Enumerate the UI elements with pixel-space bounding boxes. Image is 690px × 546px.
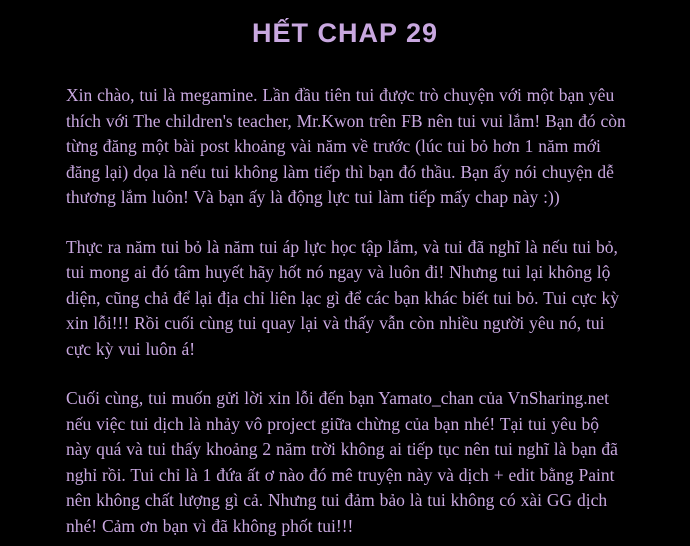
page-title: HẾT CHAP 29 [251, 18, 439, 48]
paragraph-intro: Xin chào, tui là megamine. Lần đầu tiên tui được trò chuyện với một bạn yêu thích với The children's teacher, Mr.Kwon trên FB nên tui vui lắm! Bạn đó còn từng đăng một bài post khoảng vài năm về trước (lúc tui bỏ hơn 1 năm mới đăng lại) dọa là nếu tui không làm tiếp thì bạn đó thầu. Bạn ấy nói chuyện dễ thương lắm luôn! Và bạn ấy là động lực tui làm tiếp mấy chap này :)) [66, 85, 626, 207]
paragraph-explanation: Thực ra năm tui bỏ là năm tui áp lực học tập lắm, và tui đã nghĩ là nếu tui bỏ, tui mong ai đó tâm huyết hãy hốt nó ngay và luôn đi! Nhưng tui lại không lộ diện, cũng chả để lại địa chỉ liên lạc gì để các bạn khác biết tui bỏ. Tui cực kỳ xin lỗi!!! Rồi cuối cùng tui quay lại và thấy vẫn còn nhiều người yêu nó, tui cực kỳ vui luôn á! [66, 236, 620, 359]
paragraph-apology: Cuối cùng, tui muốn gửi lời xin lỗi đến bạn Yamato_chan của VnSharing.net nếu việc tui dịch là nhảy vô project giữa chừng của bạn nhé! Tại tui yêu bộ này quá và tui thấy khoảng 2 năm trời không ai tiếp tục nên tui nghĩ là bạn đã nghỉ rồi. Tui chỉ là 1 đứa ất ơ nào đó mê truyện này và dịch + edit bằng Paint nên không chất lượng gì cả. Nhưng tui đảm bảo là tui không có xài GG dịch nhé! Cảm ơn bạn vì đã không phốt tui!!! [66, 388, 618, 536]
